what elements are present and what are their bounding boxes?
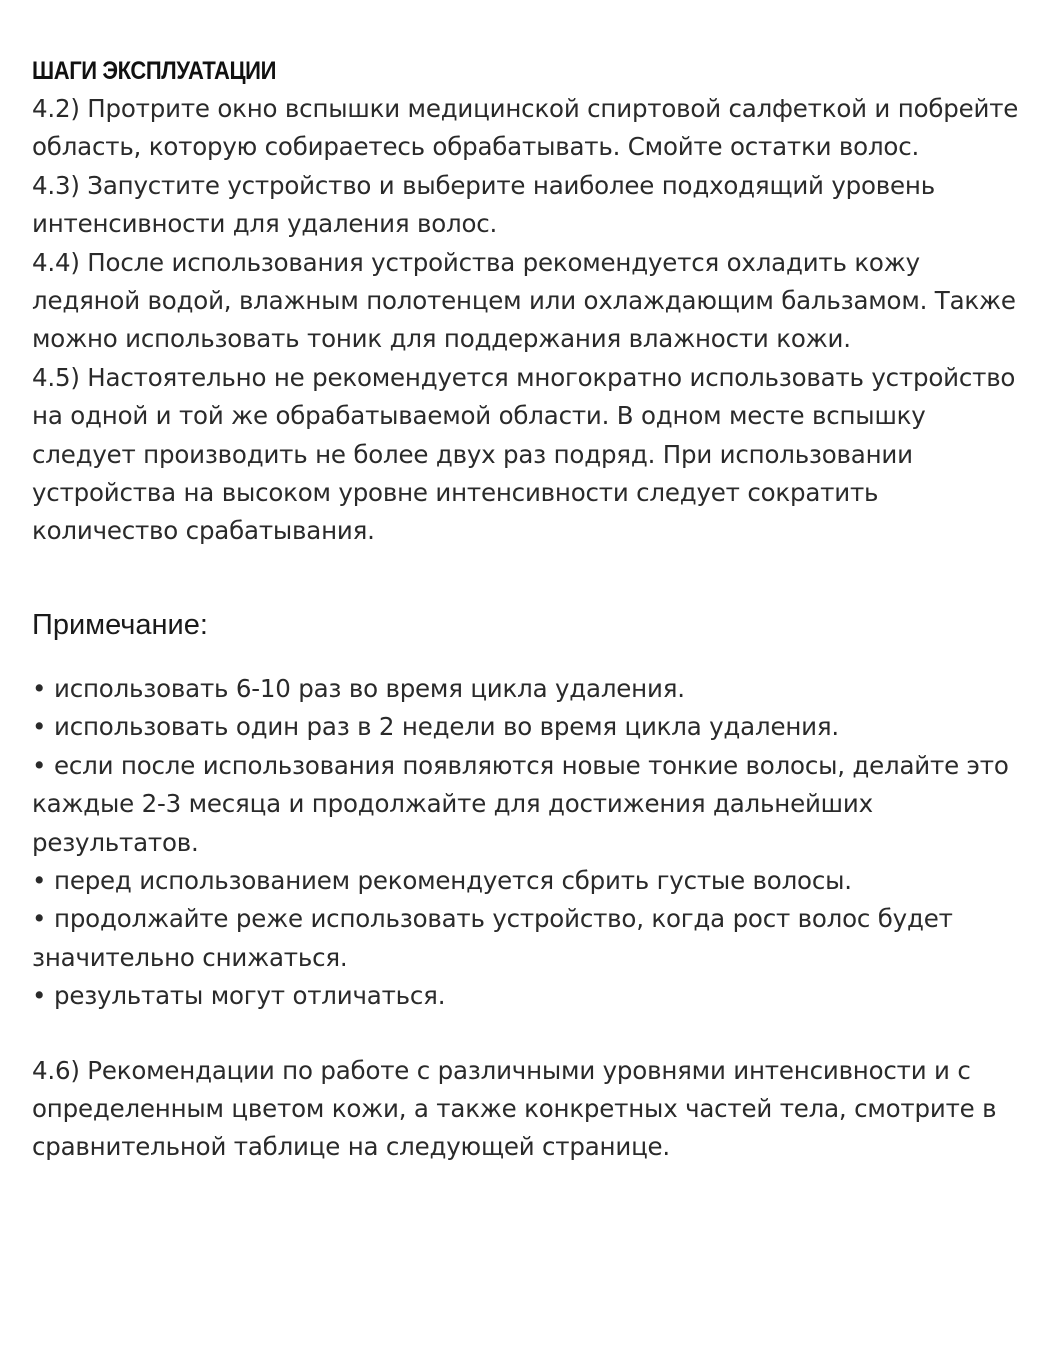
bullet-icon: • — [32, 750, 47, 780]
note-item — [32, 708, 1022, 746]
note-item-text: если после использования появляются новые тонкие волосы, делайте это каждые 2-3 месяца и продолжайте для достижения дальнейших результатов. — [32, 750, 1009, 857]
note-item — [32, 670, 1022, 708]
document-page — [32, 52, 1022, 1167]
bullet-icon: • — [32, 673, 47, 703]
note-item — [32, 977, 1022, 1015]
section-title: ШАГИ ЭКСПЛУАТАЦИИ — [32, 56, 276, 85]
bullet-icon: • — [32, 712, 47, 742]
step-4-3: 4.3) Запустите устройство и выберите наиболее подходящий уровень интенсивности для удаления волос. — [32, 170, 935, 239]
note-item-text: использовать 6-10 раз во время цикла удаления. — [54, 673, 685, 703]
note-title: Примечание: — [32, 608, 208, 641]
bullet-icon: • — [32, 981, 47, 1011]
note-item-text: продолжайте реже использовать устройство, когда рост волос будет значительно снижаться. — [32, 904, 953, 972]
note-item — [32, 900, 1022, 977]
note-item-text: перед использованием рекомендуется сбрить густые волосы. — [54, 865, 852, 895]
step-4-2: 4.2) Протрите окно вспышки медицинской спиртовой салфеткой и побрейте область, которую собираетесь обрабатывать. Смойте остатки волос. — [32, 94, 1019, 162]
note-list — [32, 670, 1022, 1016]
note-item-text: использовать один раз в 2 недели во время цикла удаления. — [54, 712, 839, 742]
step-4-4: 4.4) После использования устройства рекомендуется охладить кожу ледяной водой, влажным полотенцем или охлаждающим бальзамом. Также можно использовать тоник для поддержания влажности кожи. — [32, 247, 1016, 354]
step-4-6: 4.6) Рекомендации по работе с различными уровнями интенсивности и с определенным цветом кожи, а также конкретных частей тела, смотрите в сравнительной таблице на следующей странице. — [32, 1055, 997, 1162]
step-4-5: 4.5) Настоятельно не рекомендуется многократно использовать устройство на одной и той же обрабатываемой области. В одном месте вспышку следует производить не более двух раз подряд. При использовании устройства на высоком уровне интенсивности следует сократить количество срабатывания. — [32, 362, 1016, 546]
note-item-text: результаты могут отличаться. — [54, 981, 446, 1011]
note-item — [32, 747, 1022, 862]
note-item — [32, 862, 1022, 900]
bullet-icon: • — [32, 865, 47, 895]
bullet-icon: • — [32, 904, 47, 934]
